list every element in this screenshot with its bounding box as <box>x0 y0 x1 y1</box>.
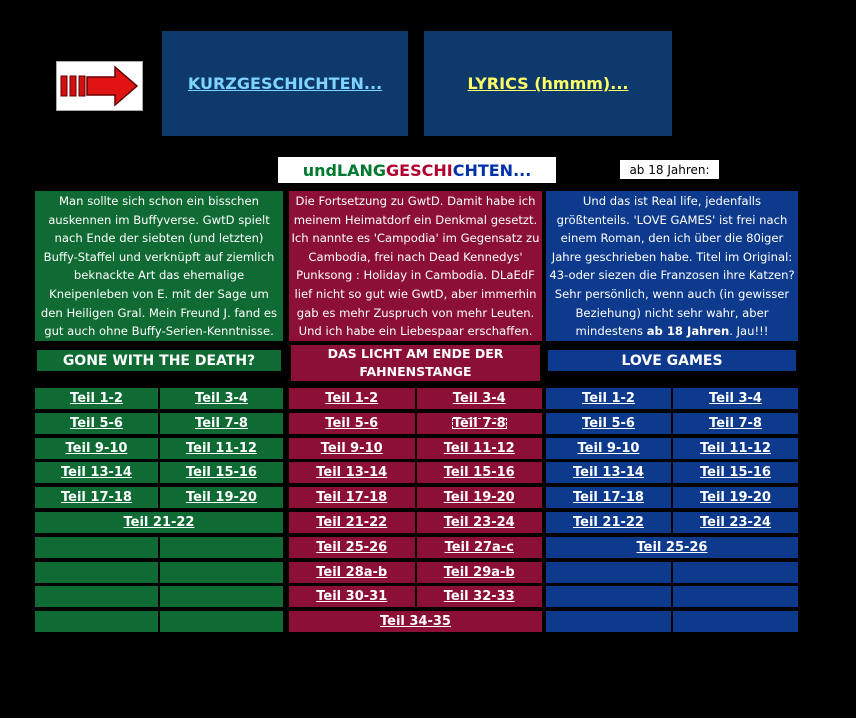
empty-cell <box>673 611 798 632</box>
love-games-part-link[interactable]: Teil 13-14 <box>546 462 671 483</box>
dlaedf-part-link[interactable]: Teil 13-14 <box>289 462 415 483</box>
love-games-part-link[interactable]: Teil 5-6 <box>546 413 671 434</box>
gwtd-part-link[interactable]: Teil 5-6 <box>35 413 158 434</box>
gwtd-part-link[interactable]: Teil 7-8 <box>160 413 283 434</box>
kurzgeschichten-link[interactable] <box>162 31 408 136</box>
gwtd-part-link[interactable]: Teil 11-12 <box>160 438 283 459</box>
love-games-part-link[interactable]: Teil 9-10 <box>546 438 671 459</box>
lyrics-link[interactable] <box>424 31 672 136</box>
kurzgeschichten-label: KURZGESCHICHTEN... <box>187 74 383 93</box>
dlaedf-part-link[interactable]: Teil 9-10 <box>289 438 415 459</box>
dlaedf-parts-grid <box>289 388 542 633</box>
love-games-part-link[interactable]: Teil 1-2 <box>546 388 671 409</box>
empty-cell <box>160 611 283 632</box>
dlaedf-part-link[interactable]: Teil 21-22 <box>289 512 415 533</box>
empty-cell <box>160 586 283 607</box>
langgeschichten-heading: und LANG GESCHI CHTEN ... <box>278 157 556 183</box>
red-arrow-icon <box>57 62 142 110</box>
gwtd-part-link[interactable]: Teil 3-4 <box>160 388 283 409</box>
gwtd-part-link[interactable]: Teil 19-20 <box>160 487 283 508</box>
gwtd-part-link[interactable]: Teil 21-22 <box>35 512 283 533</box>
empty-cell <box>546 611 671 632</box>
empty-cell <box>160 537 283 558</box>
love-games-title: LOVE GAMES <box>546 348 798 373</box>
love-games-part-link[interactable]: Teil 11-12 <box>673 438 798 459</box>
gwtd-part-link[interactable]: Teil 9-10 <box>35 438 158 459</box>
dlaedf-part-link[interactable]: Teil 5-6 <box>289 413 415 434</box>
empty-cell <box>546 562 671 583</box>
empty-cell <box>35 562 158 583</box>
love-games-part-link[interactable]: Teil 3-4 <box>673 388 798 409</box>
gwtd-title: GONE WITH THE DEATH? <box>35 348 283 373</box>
dlaedf-part-link[interactable]: Teil 1-2 <box>289 388 415 409</box>
ab-18-label: ab 18 Jahren: <box>620 160 719 179</box>
dlaedf-part-link[interactable]: Teil 28a-b <box>289 562 415 583</box>
dlaedf-part-link[interactable]: Teil 29a-b <box>417 562 543 583</box>
empty-cell <box>35 611 158 632</box>
dlaedf-part-link[interactable]: Teil 23-24 <box>417 512 543 533</box>
dlaedf-part-link[interactable]: Teil 25-26 <box>289 537 415 558</box>
lyrics-label: LYRICS (hmmm)... <box>467 74 629 93</box>
dlaedf-part-link[interactable]: Teil 15-16 <box>417 462 543 483</box>
dlaedf-description: Die Fortsetzung zu GwtD. Damit habe ich meinem Heimatdorf ein Denkmal gesetzt. Ich nannte es 'Campodia' im Gegensatz zu Cambodia, frei nach Dead Kennedys' Punksong : Holiday in Cambodia. DLaEdF lief nicht so gut wie GwtD, aber immerhin gab es mehr Zuspruch von mehr Leuten. Und ich habe ein Liebespaar erschaffen. <box>289 191 542 341</box>
dlaedf-part-link[interactable]: Teil 34-35 <box>289 611 542 632</box>
focused-part-label: Teil 7-8 <box>450 416 509 431</box>
gwtd-part-link[interactable]: Teil 13-14 <box>35 462 158 483</box>
gwtd-part-link[interactable]: Teil 1-2 <box>35 388 158 409</box>
love-games-part-link[interactable]: Teil 25-26 <box>546 537 798 558</box>
dlaedf-part-link[interactable] <box>417 413 543 434</box>
love-games-part-link[interactable]: Teil 19-20 <box>673 487 798 508</box>
love-games-part-link[interactable]: Teil 15-16 <box>673 462 798 483</box>
empty-cell <box>35 586 158 607</box>
dlaedf-part-link[interactable]: Teil 27a-c <box>417 537 543 558</box>
empty-cell <box>546 586 671 607</box>
empty-cell <box>35 537 158 558</box>
empty-cell <box>160 562 283 583</box>
dlaedf-title: DAS LICHT AM ENDE DER FAHNENSTANGE <box>289 343 542 383</box>
love-games-description: Und das ist Real life, jedenfalls größtenteils. 'LOVE GAMES' ist frei nach einem Roman, den ich über die 80iger Jahre geschrieben habe. Titel im Original: 43-oder siezen die Franzosen ihre Katzen? Sehr persönlich, wenn auch (in gewisser Beziehung) nicht sehr wahr, aber mindestens ab 18 Jahren. Jau!!! <box>546 191 798 341</box>
dlaedf-part-link[interactable]: Teil 32-33 <box>417 586 543 607</box>
love-games-part-link[interactable]: Teil 17-18 <box>546 487 671 508</box>
love-games-parts-grid <box>546 388 798 633</box>
dlaedf-part-link[interactable]: Teil 17-18 <box>289 487 415 508</box>
love-games-part-link[interactable]: Teil 7-8 <box>673 413 798 434</box>
love-games-part-link[interactable]: Teil 23-24 <box>673 512 798 533</box>
gwtd-part-link[interactable]: Teil 17-18 <box>35 487 158 508</box>
dlaedf-part-link[interactable]: Teil 19-20 <box>417 487 543 508</box>
empty-cell <box>673 586 798 607</box>
gwtd-part-link[interactable]: Teil 15-16 <box>160 462 283 483</box>
dlaedf-part-link[interactable]: Teil 3-4 <box>417 388 543 409</box>
dlaedf-part-link[interactable]: Teil 11-12 <box>417 438 543 459</box>
gwtd-parts-grid <box>35 388 283 633</box>
dlaedf-part-link[interactable]: Teil 30-31 <box>289 586 415 607</box>
love-games-part-link[interactable]: Teil 21-22 <box>546 512 671 533</box>
gwtd-description: Man sollte sich schon ein bisschen auskennen im Buffyverse. GwtD spielt nach Ende der siebten (und letzten) Buffy-Staffel und verknüpft auf ziemlich beknackte Art das ehemalige Kneipenleben von E. mit der Sage um den Heiligen Gral. Mein Freund J. fand es gut auch ohne Buffy-Serien-Kenntnisse. <box>35 191 283 341</box>
back-arrow-button[interactable] <box>56 61 143 111</box>
empty-cell <box>673 562 798 583</box>
